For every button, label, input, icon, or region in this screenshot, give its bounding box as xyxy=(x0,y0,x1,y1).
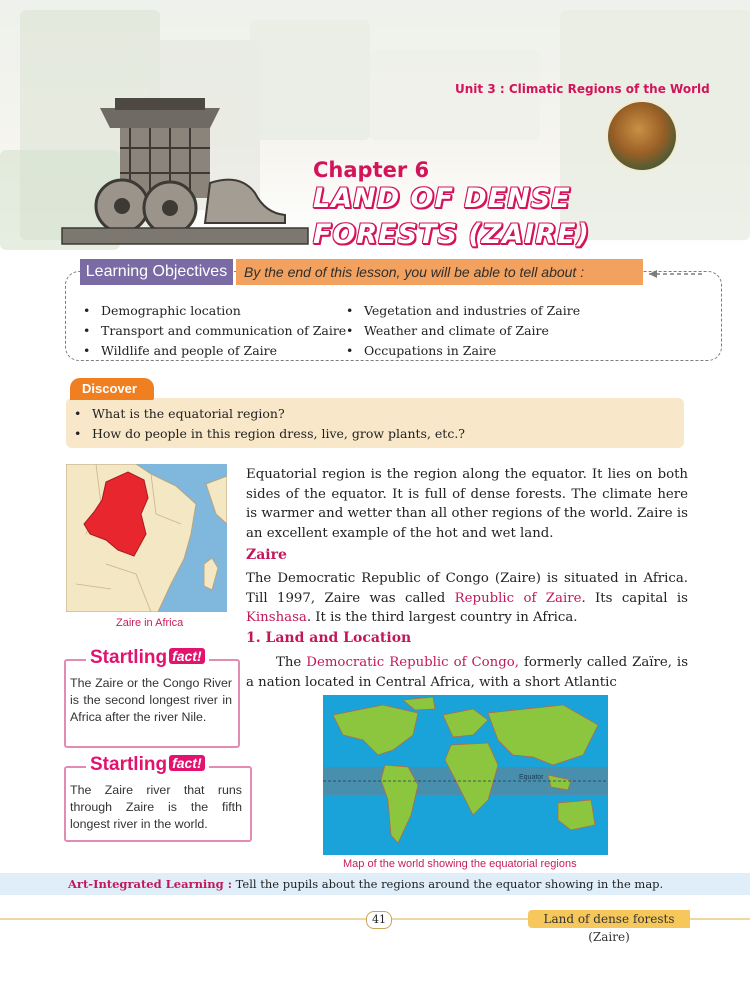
africa-map xyxy=(66,464,227,612)
chapter-title-line1: LAND OF DENSE xyxy=(313,183,571,214)
objective-item: • Wildlife and people of Zaire xyxy=(83,343,277,358)
text: The xyxy=(276,655,307,670)
art-integrated-body: Tell the pupils about the regions around the equator showing in the map. xyxy=(231,877,664,891)
world-map xyxy=(323,695,608,855)
zaire-heading: Zaire xyxy=(246,547,287,563)
text: . It is the third largest country in Africa. xyxy=(306,610,578,625)
stone-chariot-illustration xyxy=(60,88,310,248)
chapter-number: Chapter 6 xyxy=(313,158,430,182)
discover-item: • What is the equatorial region? xyxy=(74,406,285,421)
world-map-caption: Map of the world showing the equatorial regions xyxy=(343,858,577,870)
page-number: 41 xyxy=(366,911,392,929)
art-integrated-label: Art-Integrated Learning : xyxy=(68,877,232,891)
startling-fact-text: The Zaire or the Congo River is the second longest river in Africa after the river Nile. xyxy=(70,676,232,724)
highlight-drc: Democratic Republic of Congo, xyxy=(306,655,519,670)
objective-item: • Weather and climate of Zaire xyxy=(346,323,549,338)
intro-paragraph: Equatorial region is the region along the equator. It lies on both sides of the equator. It is full of dense forests. The climate here is warmer and wetter than all other regions of the world. Zaire is an excellent example of the hot and wet land. xyxy=(246,467,688,541)
highlight-kinshasa: Kinshasa xyxy=(246,610,307,625)
art-integrated-text xyxy=(68,877,663,891)
fact-badge: fact! xyxy=(169,755,205,771)
text: The Democratic Republic of Congo (Zaire) is situated in Africa. Till 1997, Zaire was called xyxy=(246,571,688,606)
startling-fact-heading xyxy=(86,647,209,669)
text: . Its capital is xyxy=(581,590,688,606)
discover-item: • How do people in this region dress, live, grow plants, etc.? xyxy=(74,426,465,441)
startling-label: Startling xyxy=(90,647,168,668)
arrow-icon xyxy=(647,265,707,277)
discover-tag: Discover xyxy=(70,378,154,400)
learning-objectives-tag: Learning Objectives xyxy=(80,259,233,285)
objective-item: • Demographic location xyxy=(83,303,241,318)
fact-badge: fact! xyxy=(169,648,205,664)
header-banner xyxy=(0,0,750,250)
startling-label: Startling xyxy=(90,754,168,775)
africa-map-caption: Zaire in Africa xyxy=(116,617,184,629)
equator-label: Equator xyxy=(519,774,544,781)
land-location-paragraph xyxy=(246,653,688,692)
startling-fact-text: The Zaire river that runs through Zaire is the fifth longest river in the world. xyxy=(70,783,242,831)
lion-photo xyxy=(608,102,676,170)
highlight-republic-of-zaire: Republic of Zaire xyxy=(454,590,582,606)
chapter-title-line2: FORESTS (ZAIRE) xyxy=(313,219,590,250)
zaire-paragraph xyxy=(246,569,688,628)
learning-objectives-intro: By the end of this lesson, you will be able to tell about : xyxy=(236,259,643,285)
objective-item: • Occupations in Zaire xyxy=(346,343,496,358)
land-location-heading: 1. Land and Location xyxy=(246,630,412,646)
footer-chapter-title: Land of dense forests (Zaire) xyxy=(528,910,690,928)
objective-item: • Transport and communication of Zaire xyxy=(83,323,346,338)
startling-fact-heading xyxy=(86,754,209,776)
unit-label: Unit 3 : Climatic Regions of the World xyxy=(455,82,710,96)
text: formerly called Zaïre, is a nation located in Central Africa, with a short Atlantic xyxy=(246,655,689,690)
objective-item: • Vegetation and industries of Zaire xyxy=(346,303,580,318)
